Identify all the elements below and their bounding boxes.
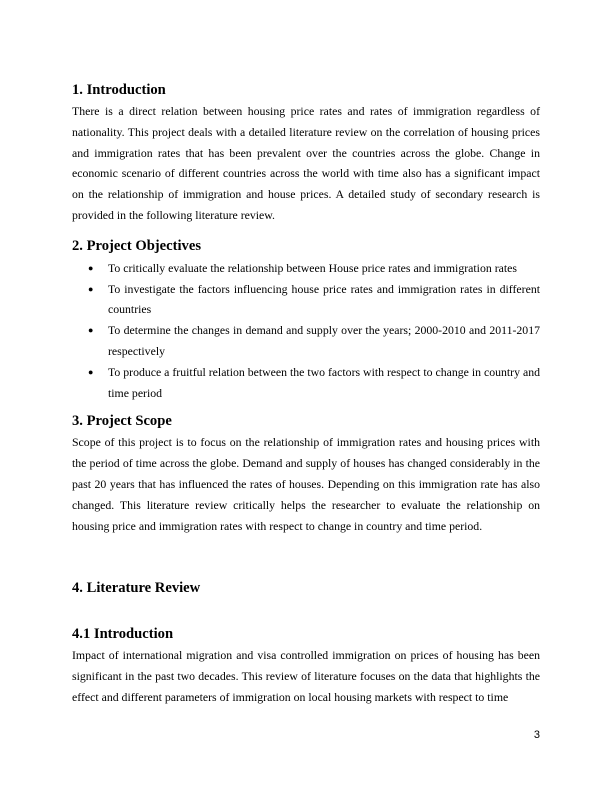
objective-item	[72, 279, 540, 321]
bullet-icon: ●	[88, 262, 94, 273]
bullet-icon: ●	[88, 283, 94, 294]
page-content	[72, 80, 540, 708]
introduction-paragraph: There is a direct relation between housing price rates and rates of immigration regardless of nationality. This project deals with a detailed literature review on the correlation of housing prices and immigration rates that has been prevalent over the countries across the globe. Change in economic scenario of different countries across the world with time also has a significant impact on the relationship of immigration and house prices. A detailed study of secondary research is provided in the following literature review.	[72, 104, 540, 222]
objective-text: To critically evaluate the relationship between House price rates and immigration rates	[108, 260, 517, 275]
bullet-icon: ●	[88, 325, 94, 336]
literature-review-heading: 4. Literature Review	[72, 580, 201, 597]
literature-introduction-paragraph: Impact of international migration and visa controlled immigration on prices of housing has been significant in the past two decades. This review of literature focuses on the data that highlights the effect and different parameters of immigration on local housing markets with respect to time	[72, 648, 540, 704]
literature-introduction-heading: 4.1 Introduction	[72, 626, 174, 643]
objective-item	[72, 258, 540, 279]
scope-heading: 3. Project Scope	[72, 413, 172, 430]
page-number: 3	[533, 729, 540, 741]
objectives-list	[72, 258, 540, 404]
objectives-heading: 2. Project Objectives	[72, 237, 201, 254]
introduction-heading: 1. Introduction	[72, 82, 166, 98]
objective-text: To investigate the factors influencing house price rates and immigration rates in different countries	[108, 281, 540, 317]
objective-text: To determine the changes in demand and supply over the years; 2000-2010 and 2011-2017 respectively	[108, 323, 540, 358]
objective-item	[72, 362, 540, 404]
bullet-icon: ●	[88, 366, 94, 377]
objective-item	[72, 320, 540, 362]
scope-paragraph: Scope of this project is to focus on the relationship of immigration rates and housing prices with the period of time across the globe. Demand and supply of houses has changed considerably in the past 20 years that has influenced the rates of houses. Depending on this immigration rate has also changed. This literature review critically helps the researcher to evaluate the relationship on housing price and immigration rates with respect to change in country and time period.	[72, 435, 540, 533]
objective-text: To produce a fruitful relation between the two factors with respect to change in country and time period	[108, 364, 540, 400]
